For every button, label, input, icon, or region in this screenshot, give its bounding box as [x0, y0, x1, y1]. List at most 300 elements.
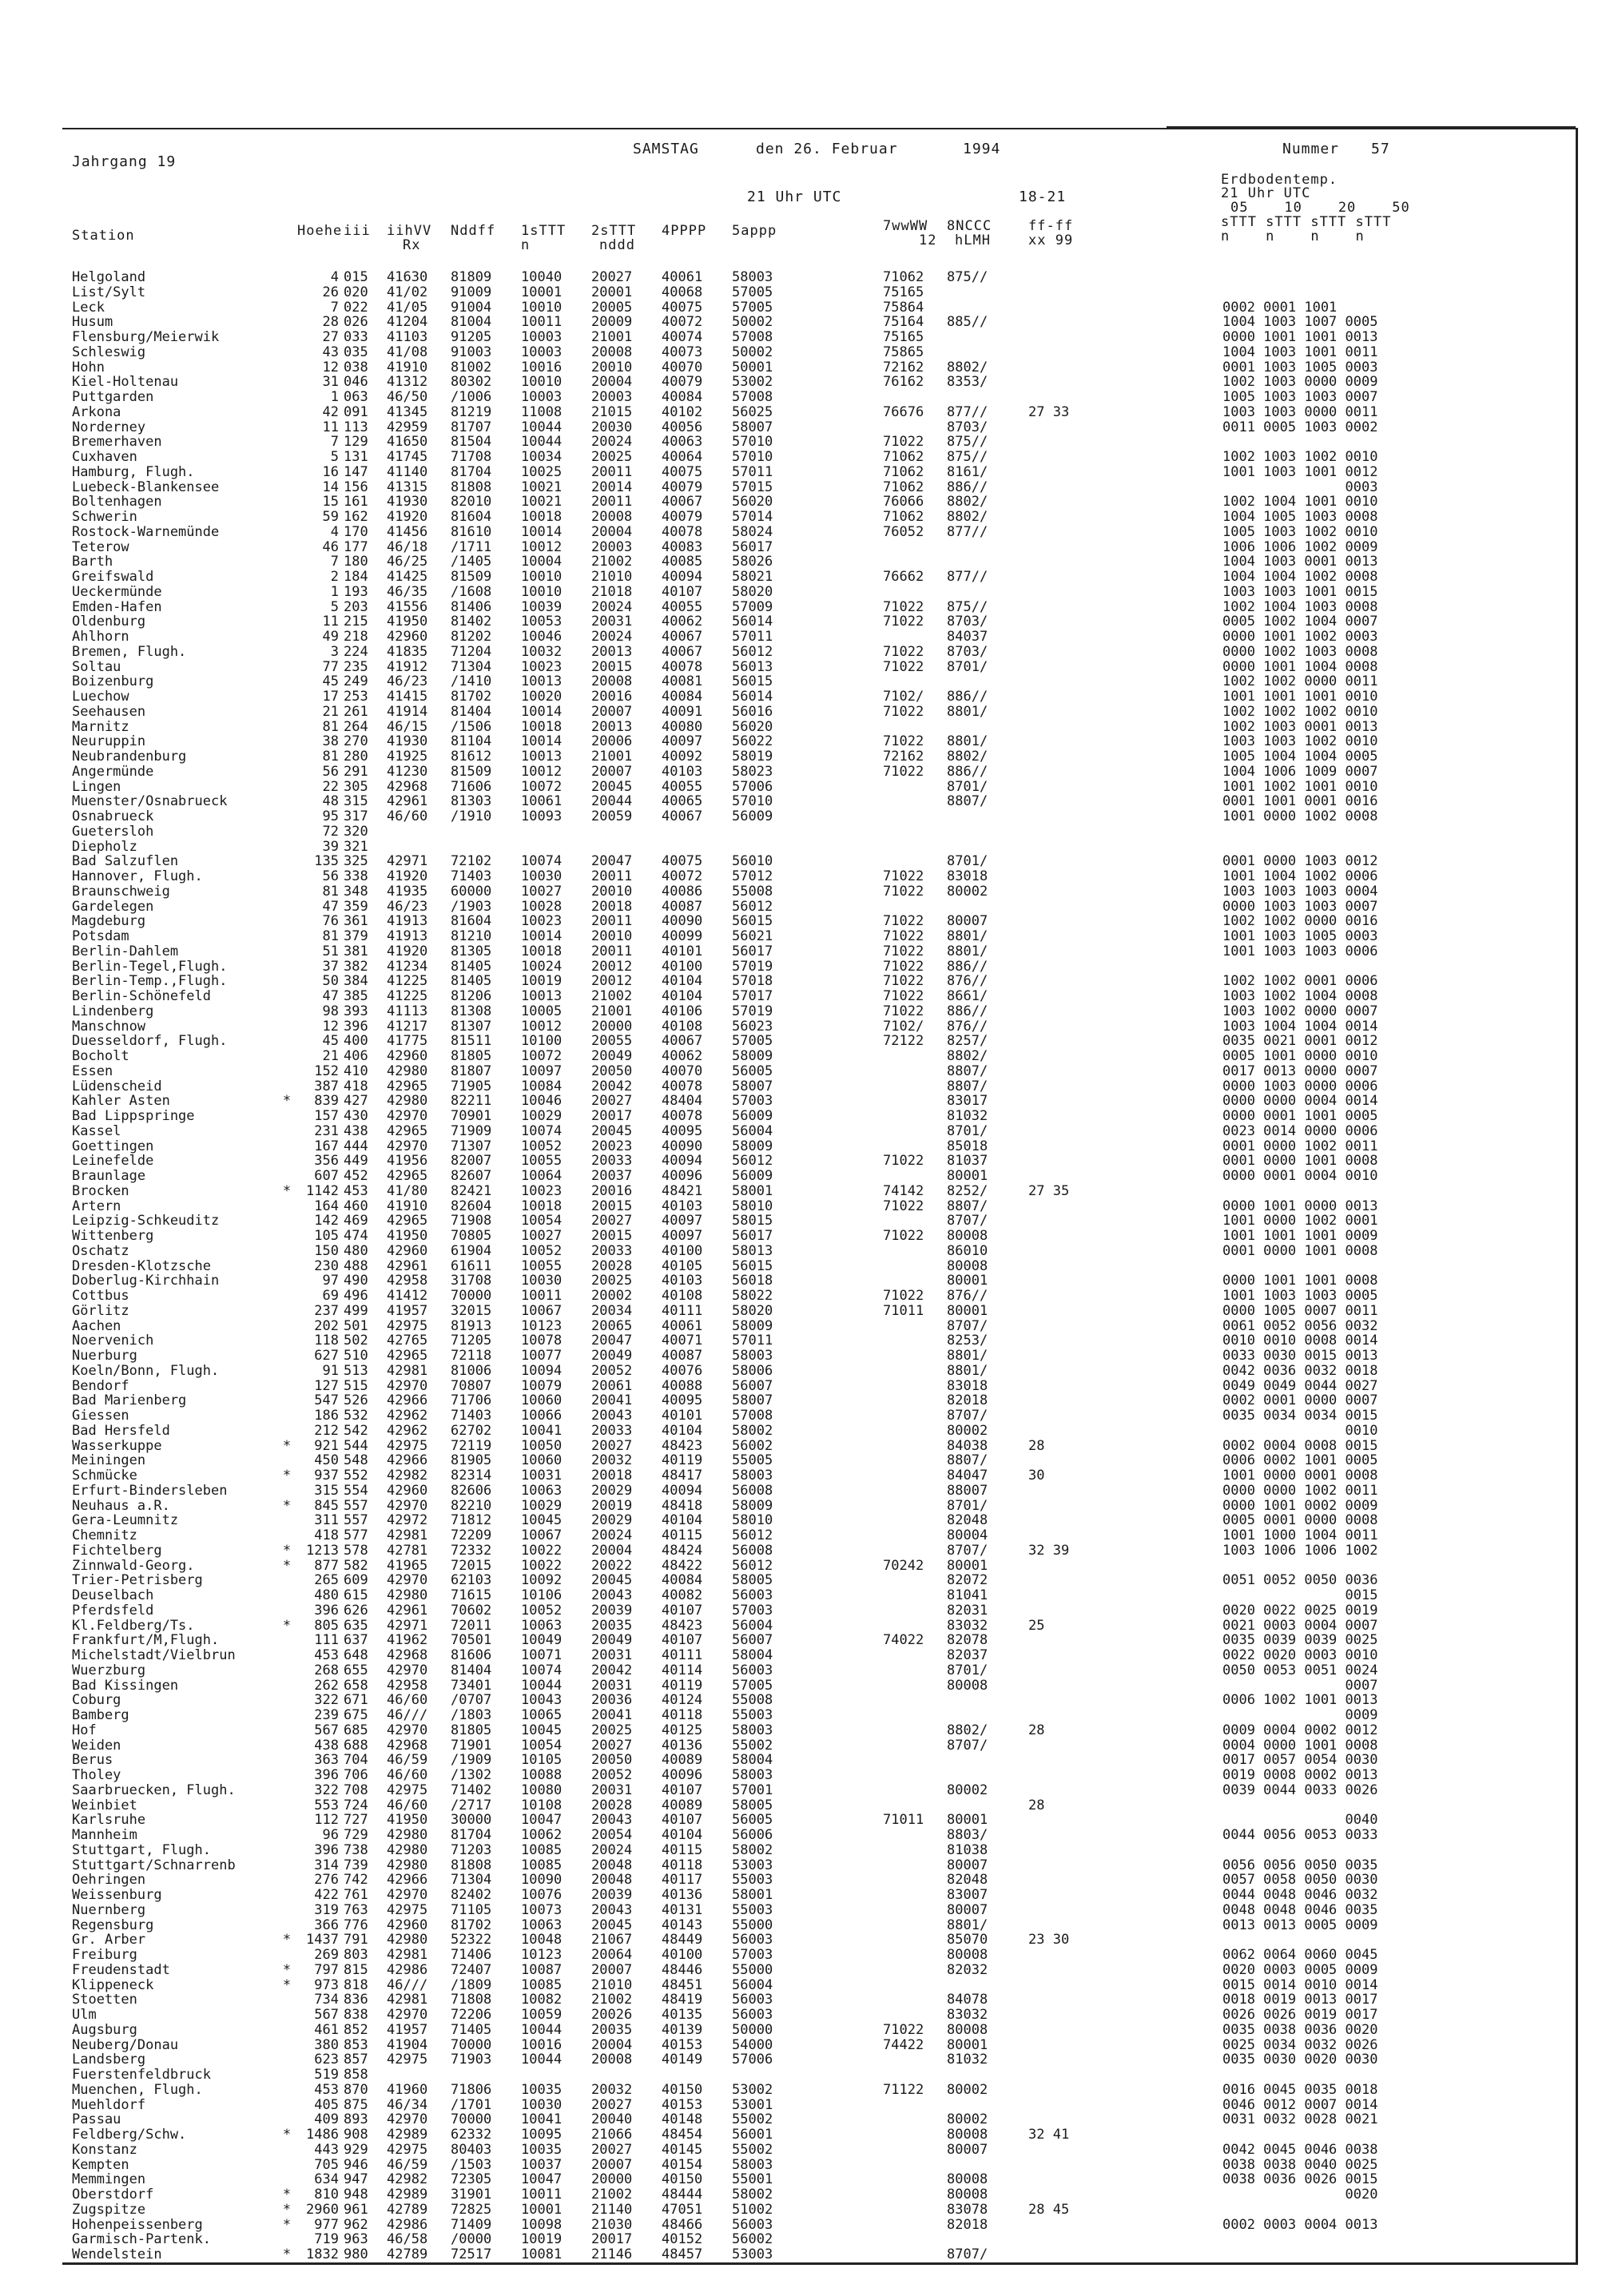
cell-soil-temp: 0009 0004 0002 0012	[1222, 1722, 1378, 1738]
cell-station: Berlin-Schönefeld	[72, 989, 211, 1004]
cell-nddff: 81704	[451, 1827, 492, 1843]
cell-station: Noervenich	[72, 1333, 154, 1349]
cell-station: Braunschweig	[72, 884, 170, 900]
cell-hoehe: 96	[322, 1827, 339, 1843]
cell-2sttt: 20047	[591, 853, 633, 870]
cell-iihvv: 42971	[387, 1617, 428, 1634]
cell-8nccc: 8703/	[947, 419, 988, 435]
cell-iii: 490	[344, 1273, 368, 1289]
cell-hoehe: 49	[322, 629, 339, 645]
cell-nddff: 81913	[451, 1317, 492, 1334]
cell-nddff: 81006	[451, 1362, 492, 1379]
cell-iihvv: 42970	[387, 1887, 428, 1903]
cell-hoehe: 77	[322, 658, 339, 675]
cell-8nccc: 8661/	[947, 988, 988, 1004]
cell-nddff: 61611	[451, 1257, 492, 1274]
cell-7wwww: 71022	[883, 614, 924, 630]
cell-station: Bremen, Flugh.	[72, 644, 187, 660]
cell-nddff: 71708	[451, 449, 492, 465]
cell-5appp: 56006	[732, 1827, 773, 1843]
cell-5appp: 58004	[732, 1752, 773, 1769]
cell-8nccc: 8707/	[947, 1408, 988, 1424]
cell-iihvv: 41910	[387, 359, 428, 375]
cell-7wwww: 74142	[883, 1182, 924, 1199]
cell-hoehe: 51	[322, 943, 339, 959]
cell-nddff: 52322	[451, 1932, 492, 1948]
cell-soil-temp: 0006 0002 1001 0005	[1222, 1452, 1378, 1469]
cell-iihvv: 41904	[387, 2036, 428, 2053]
cell-hoehe: 422	[314, 1887, 339, 1903]
cell-2sttt: 21002	[591, 554, 633, 570]
cell-4pppp: 48423	[662, 1617, 703, 1634]
cell-5appp: 58003	[732, 1767, 773, 1783]
cell-4pppp: 40101	[662, 943, 703, 959]
cell-8nccc: 84078	[947, 1992, 988, 2008]
cell-4pppp: 48446	[662, 1961, 703, 1978]
cell-ff: 32 39	[1028, 1542, 1070, 1559]
cell-1sttt: 10052	[521, 1242, 562, 1259]
cell-soil-temp: 0057 0058 0050 0030	[1222, 1872, 1378, 1889]
cell-7wwww: 71022	[883, 928, 924, 944]
cell-1sttt: 10063	[521, 1617, 562, 1634]
cell-4pppp: 40106	[662, 1003, 703, 1019]
cell-iii: 033	[344, 329, 368, 345]
cell-nddff: 82604	[451, 1198, 492, 1214]
cell-5appp: 56009	[732, 808, 773, 824]
cell-iihvv: 46///	[387, 1707, 428, 1723]
cell-hoehe: 5	[330, 598, 339, 615]
cell-1sttt: 10014	[521, 928, 562, 944]
cell-5appp: 58013	[732, 1242, 773, 1259]
cell-8nccc: 8701/	[947, 1662, 988, 1678]
cell-2sttt: 20005	[591, 299, 633, 316]
cell-iii: 270	[344, 733, 368, 750]
cell-5appp: 56016	[732, 703, 773, 720]
cell-station: Luebeck-Blankensee	[72, 479, 220, 495]
cell-5appp: 56012	[732, 1557, 773, 1574]
cell-soil-temp: 1001 1001 1001 0009	[1222, 1228, 1378, 1244]
cell-4pppp: 40096	[662, 1168, 703, 1184]
cell-iii: 853	[344, 2036, 368, 2053]
soil-labels: sTTT sTTT sTTT sTTT	[1221, 214, 1392, 230]
cell-2sttt: 20003	[591, 538, 633, 555]
cell-hoehe: 45	[322, 673, 339, 690]
cell-mountain-mark: *	[282, 2201, 292, 2218]
cell-7wwww: 7102/	[883, 689, 924, 705]
cell-soil-temp: 1002 1004 1001 0010	[1222, 494, 1378, 510]
cell-1sttt: 10049	[521, 1632, 562, 1649]
cell-8nccc: 80008	[947, 2127, 988, 2143]
cell-8nccc: 8802/	[947, 749, 988, 765]
cell-4pppp: 40096	[662, 1767, 703, 1783]
cell-hoehe: 17	[322, 689, 339, 705]
cell-8nccc: 886//	[947, 689, 988, 705]
cell-station: Brocken	[72, 1183, 129, 1199]
cell-station: Nuernberg	[72, 1902, 146, 1918]
cell-soil-temp: 0000 1001 1004 0008	[1222, 658, 1378, 675]
cell-iii: 385	[344, 988, 368, 1004]
cell-soil-temp: 0002 0001 1001	[1222, 299, 1338, 316]
cell-station: Angermünde	[72, 764, 154, 780]
nummer-value: 57	[1371, 141, 1390, 157]
cell-2sttt: 20048	[591, 1872, 633, 1889]
cell-station: Ahlhorn	[72, 630, 129, 645]
cell-5appp: 56017	[732, 538, 773, 555]
cell-2sttt: 20004	[591, 374, 633, 391]
cell-hoehe: 396	[314, 1841, 339, 1858]
cell-5appp: 57005	[732, 1677, 773, 1694]
cell-station: Zugspitze	[72, 2202, 146, 2218]
cell-iii: 480	[344, 1242, 368, 1259]
cell-5appp: 55002	[732, 1737, 773, 1754]
cell-1sttt: 10019	[521, 973, 562, 990]
cell-nddff: 72206	[451, 2007, 492, 2023]
cell-8nccc: 80008	[947, 1257, 988, 1274]
cell-5appp: 57003	[732, 1093, 773, 1110]
cell-2sttt: 20042	[591, 1662, 633, 1678]
cell-iii: 980	[344, 2246, 368, 2262]
cell-nddff: 70000	[451, 2036, 492, 2053]
cell-iii: 410	[344, 1063, 368, 1079]
cell-4pppp: 40063	[662, 434, 703, 451]
cell-5appp: 55005	[732, 1452, 773, 1469]
cell-5appp: 58024	[732, 523, 773, 540]
cell-iihvv: 42972	[387, 1512, 428, 1529]
cell-soil-temp: 0035 0039 0039 0025	[1222, 1632, 1378, 1649]
cell-station: Lingen	[72, 779, 121, 795]
cell-soil-temp: 0040	[1222, 1812, 1378, 1829]
cell-hoehe: 1486	[306, 2127, 339, 2143]
cell-soil-temp: 0056 0056 0050 0035	[1222, 1857, 1378, 1873]
cell-iii: 020	[344, 284, 368, 300]
cell-2sttt: 20036	[591, 1692, 633, 1709]
cell-2sttt: 20049	[591, 1048, 633, 1064]
cell-nddff: 81210	[451, 928, 492, 944]
cell-iihvv: 41914	[387, 703, 428, 720]
cell-iihvv: 41835	[387, 643, 428, 660]
cell-iii: 708	[344, 1782, 368, 1798]
cell-1sttt: 10108	[521, 1797, 562, 1813]
cell-iihvv: 41456	[387, 523, 428, 540]
cell-4pppp: 40139	[662, 2021, 703, 2038]
cell-hoehe: 22	[322, 778, 339, 795]
cell-nddff: 70805	[451, 1228, 492, 1244]
cell-nddff: 81606	[451, 1647, 492, 1663]
cell-8nccc: 875//	[947, 449, 988, 465]
cell-iihvv: 41315	[387, 479, 428, 495]
cell-iihvv: 46/60	[387, 1767, 428, 1783]
cell-8nccc: 80008	[947, 2171, 988, 2188]
cell-8nccc: 83032	[947, 1617, 988, 1634]
cell-hoehe: 319	[314, 1901, 339, 1918]
cell-1sttt: 10054	[521, 1737, 562, 1754]
cell-4pppp: 40080	[662, 718, 703, 735]
cell-iii: 444	[344, 1138, 368, 1154]
cell-5appp: 57019	[732, 958, 773, 975]
cell-iihvv: 42966	[387, 1452, 428, 1469]
col-rx: Rx	[403, 237, 421, 253]
cell-5appp: 58010	[732, 1198, 773, 1214]
cell-2sttt: 20031	[591, 1647, 633, 1663]
cell-4pppp: 40099	[662, 928, 703, 944]
cell-iii: 544	[344, 1437, 368, 1454]
cell-2sttt: 20052	[591, 1767, 633, 1783]
cell-iii: 147	[344, 463, 368, 480]
cell-7wwww: 71022	[883, 883, 924, 900]
cell-1sttt: 11008	[521, 403, 562, 420]
cell-4pppp: 40107	[662, 583, 703, 600]
cell-5appp: 53002	[732, 2081, 773, 2098]
cell-2sttt: 20017	[591, 2231, 633, 2248]
cell-nddff: 82402	[451, 1887, 492, 1903]
cell-4pppp: 40103	[662, 763, 703, 780]
cell-nddff: 81704	[451, 463, 492, 480]
cell-station: Giessen	[72, 1408, 129, 1424]
cell-8nccc: 8807/	[947, 1452, 988, 1469]
cell-iii: 496	[344, 1288, 368, 1304]
cell-iihvv: 42968	[387, 1737, 428, 1754]
cell-nddff: 81402	[451, 614, 492, 630]
cell-1sttt: 10072	[521, 1048, 562, 1064]
top-rule	[1167, 126, 1576, 128]
cell-hoehe: 453	[314, 1647, 339, 1663]
cell-hoehe: 186	[314, 1408, 339, 1424]
cell-iihvv: 42980	[387, 1857, 428, 1873]
cell-hoehe: 47	[322, 988, 339, 1004]
cell-5appp: 53001	[732, 2096, 773, 2113]
cell-1sttt: 10074	[521, 1122, 562, 1139]
cell-1sttt: 10044	[521, 2021, 562, 2038]
cell-4pppp: 40075	[662, 299, 703, 316]
cell-nddff: 61904	[451, 1242, 492, 1259]
cell-5appp: 56007	[732, 1377, 773, 1394]
cell-mountain-mark: *	[282, 1437, 292, 1454]
cell-5appp: 58003	[732, 1468, 773, 1484]
cell-iii: 742	[344, 1872, 368, 1889]
cell-2sttt: 20027	[591, 1213, 633, 1229]
cell-1sttt: 10018	[521, 943, 562, 959]
cell-7wwww: 75865	[883, 344, 924, 360]
cell-soil-temp: 0000 0000 0004 0014	[1222, 1093, 1378, 1110]
cell-iihvv: 42958	[387, 1273, 428, 1289]
cell-mountain-mark: *	[282, 1093, 292, 1110]
cell-nddff: 71204	[451, 643, 492, 660]
col-1sttt-sub: n	[521, 237, 531, 253]
cell-1sttt: 10034	[521, 449, 562, 465]
cell-hoehe: 1832	[306, 2246, 339, 2262]
cell-4pppp: 40114	[662, 1662, 703, 1678]
cell-soil-temp: 0038 0036 0026 0015	[1222, 2171, 1378, 2188]
cell-8nccc: 8807/	[947, 1198, 988, 1214]
cell-8nccc: 8802/	[947, 1722, 988, 1738]
cell-iihvv: 41920	[387, 868, 428, 884]
cell-2sttt: 20024	[591, 598, 633, 615]
cell-1sttt: 10030	[521, 2096, 562, 2113]
cell-station: Norderney	[72, 419, 146, 435]
cell-iii: 406	[344, 1048, 368, 1064]
cell-iii: 675	[344, 1707, 368, 1723]
cell-station: Zinnwald-Georg.	[72, 1558, 195, 1574]
cell-nddff: 32015	[451, 1302, 492, 1319]
cell-iihvv: 46/15	[387, 718, 428, 735]
cell-iii: 131	[344, 449, 368, 465]
cell-soil-temp: 0017 0057 0054 0030	[1222, 1752, 1378, 1769]
cell-1sttt: 10090	[521, 1872, 562, 1889]
cell-8nccc: 80008	[947, 1228, 988, 1244]
cell-4pppp: 40084	[662, 689, 703, 705]
cell-8nccc: 86010	[947, 1242, 988, 1259]
cell-8nccc: 8707/	[947, 2246, 988, 2262]
cell-iihvv: 41910	[387, 1198, 428, 1214]
nummer-label: Nummer	[1282, 141, 1340, 157]
cell-soil-temp: 0001 0000 1001 0008	[1222, 1242, 1378, 1259]
cell-nddff: 81509	[451, 763, 492, 780]
cell-4pppp: 48449	[662, 1932, 703, 1948]
cell-1sttt: 10087	[521, 1961, 562, 1978]
cell-nddff: 71706	[451, 1392, 492, 1409]
cell-4pppp: 40150	[662, 2171, 703, 2188]
cell-7wwww: 71022	[883, 1153, 924, 1170]
cell-8nccc: 876//	[947, 1018, 988, 1035]
cell-nddff: 72407	[451, 1961, 492, 1978]
cell-hoehe: 269	[314, 1947, 339, 1963]
cell-2sttt: 20027	[591, 269, 633, 285]
cell-2sttt: 21140	[591, 2201, 633, 2218]
cell-8nccc: 82078	[947, 1632, 988, 1649]
cell-nddff: 81805	[451, 1048, 492, 1064]
cell-iii: 317	[344, 808, 368, 824]
cell-soil-temp: 0000 0000 1002 0011	[1222, 1482, 1378, 1499]
cell-nddff: 81305	[451, 943, 492, 959]
cell-2sttt: 20039	[591, 1602, 633, 1619]
col-7wwww-sub: 12	[919, 232, 937, 248]
cell-4pppp: 40097	[662, 1228, 703, 1244]
cell-iihvv: 41930	[387, 494, 428, 510]
cell-iii: 838	[344, 2007, 368, 2023]
cell-iihvv: 42970	[387, 1662, 428, 1678]
cell-iii: 361	[344, 913, 368, 930]
cell-2sttt: 21067	[591, 1932, 633, 1948]
cell-8nccc: 8801/	[947, 1348, 988, 1364]
cell-2sttt: 20023	[591, 1138, 633, 1154]
cell-station: Leinefelde	[72, 1154, 154, 1169]
cell-iihvv: 46/60	[387, 808, 428, 824]
cell-iihvv: 42986	[387, 2216, 428, 2233]
cell-2sttt: 20033	[591, 1153, 633, 1170]
cell-1sttt: 10044	[521, 434, 562, 451]
cell-nddff: /1803	[451, 1707, 492, 1723]
cell-iihvv: 41745	[387, 449, 428, 465]
cell-ff: 27 33	[1028, 403, 1070, 420]
cell-nddff: 71905	[451, 1078, 492, 1094]
cell-1sttt: 10037	[521, 2156, 562, 2173]
cell-1sttt: 10095	[521, 2127, 562, 2143]
cell-iihvv: 41140	[387, 463, 428, 480]
cell-8nccc: 80002	[947, 883, 988, 900]
cell-2sttt: 20000	[591, 1018, 633, 1035]
cell-1sttt: 10003	[521, 389, 562, 405]
cell-8nccc: 8701/	[947, 853, 988, 870]
cell-8nccc: 8807/	[947, 1078, 988, 1094]
cell-7wwww: 71022	[883, 1003, 924, 1019]
cell-4pppp: 47051	[662, 2201, 703, 2218]
cell-soil-temp: 0002 0003 0004 0013	[1222, 2216, 1378, 2233]
cell-4pppp: 40062	[662, 614, 703, 630]
cell-4pppp: 40148	[662, 2111, 703, 2128]
cell-station: Freiburg	[72, 1948, 137, 1963]
cell-hoehe: 81	[322, 718, 339, 735]
cell-5appp: 55000	[732, 1961, 773, 1978]
cell-nddff: 81406	[451, 598, 492, 615]
cell-8nccc: 8707/	[947, 1542, 988, 1559]
cell-iihvv: 42970	[387, 2111, 428, 2128]
cell-nddff: 71606	[451, 778, 492, 795]
cell-iii: 315	[344, 793, 368, 810]
cell-8nccc: 886//	[947, 763, 988, 780]
cell-iii: 510	[344, 1348, 368, 1364]
cell-4pppp: 40078	[662, 1108, 703, 1124]
cell-nddff: 81404	[451, 1662, 492, 1678]
cell-iihvv: 42966	[387, 1872, 428, 1889]
cell-iii: 738	[344, 1841, 368, 1858]
cell-7wwww: 71022	[883, 733, 924, 750]
cell-7wwww: 71022	[883, 1198, 924, 1214]
cell-hoehe: 118	[314, 1333, 339, 1349]
cell-nddff: /1608	[451, 583, 492, 600]
soil-title: Erdbodentemp.	[1221, 172, 1338, 188]
cell-iihvv: 42981	[387, 1947, 428, 1963]
cell-hoehe: 268	[314, 1662, 339, 1678]
cell-iii: 305	[344, 778, 368, 795]
cell-7wwww: 71022	[883, 703, 924, 720]
col-ff-sub: xx 99	[1028, 232, 1074, 248]
cell-station: Gera-Leumnitz	[72, 1513, 179, 1528]
cell-iii: 291	[344, 763, 368, 780]
cell-2sttt: 20015	[591, 1198, 633, 1214]
cell-2sttt: 20010	[591, 928, 633, 944]
cell-iihvv: 42975	[387, 2052, 428, 2068]
cell-soil-temp: 1003 1003 1001 0015	[1222, 583, 1378, 600]
cell-iii: 430	[344, 1108, 368, 1124]
cell-iii: 184	[344, 569, 368, 585]
cell-5appp: 58004	[732, 1647, 773, 1663]
cell-1sttt: 10048	[521, 1932, 562, 1948]
cell-hoehe: 105	[314, 1228, 339, 1244]
cell-4pppp: 40094	[662, 569, 703, 585]
cell-nddff: 81202	[451, 629, 492, 645]
cell-5appp: 58022	[732, 1288, 773, 1304]
cell-iihvv: 41957	[387, 1302, 428, 1319]
cell-1sttt: 10014	[521, 523, 562, 540]
cell-7wwww: 71022	[883, 434, 924, 451]
cell-nddff: 81610	[451, 523, 492, 540]
cell-5appp: 57005	[732, 299, 773, 316]
cell-station: Bocholt	[72, 1049, 129, 1064]
cell-4pppp: 40055	[662, 778, 703, 795]
cell-iihvv: 46/58	[387, 2231, 428, 2248]
cell-iihvv: 46/34	[387, 2096, 428, 2113]
cell-station: Memmingen	[72, 2172, 146, 2187]
cell-hoehe: 167	[314, 1138, 339, 1154]
cell-iihvv: 41103	[387, 329, 428, 345]
cell-5appp: 55001	[732, 2171, 773, 2188]
cell-soil-temp: 0020 0022 0025 0019	[1222, 1602, 1378, 1619]
cell-ff: 28	[1028, 1437, 1045, 1454]
cell-4pppp: 40108	[662, 1288, 703, 1304]
cell-4pppp: 40090	[662, 913, 703, 930]
cell-2sttt: 20011	[591, 913, 633, 930]
cell-2sttt: 20014	[591, 479, 633, 495]
